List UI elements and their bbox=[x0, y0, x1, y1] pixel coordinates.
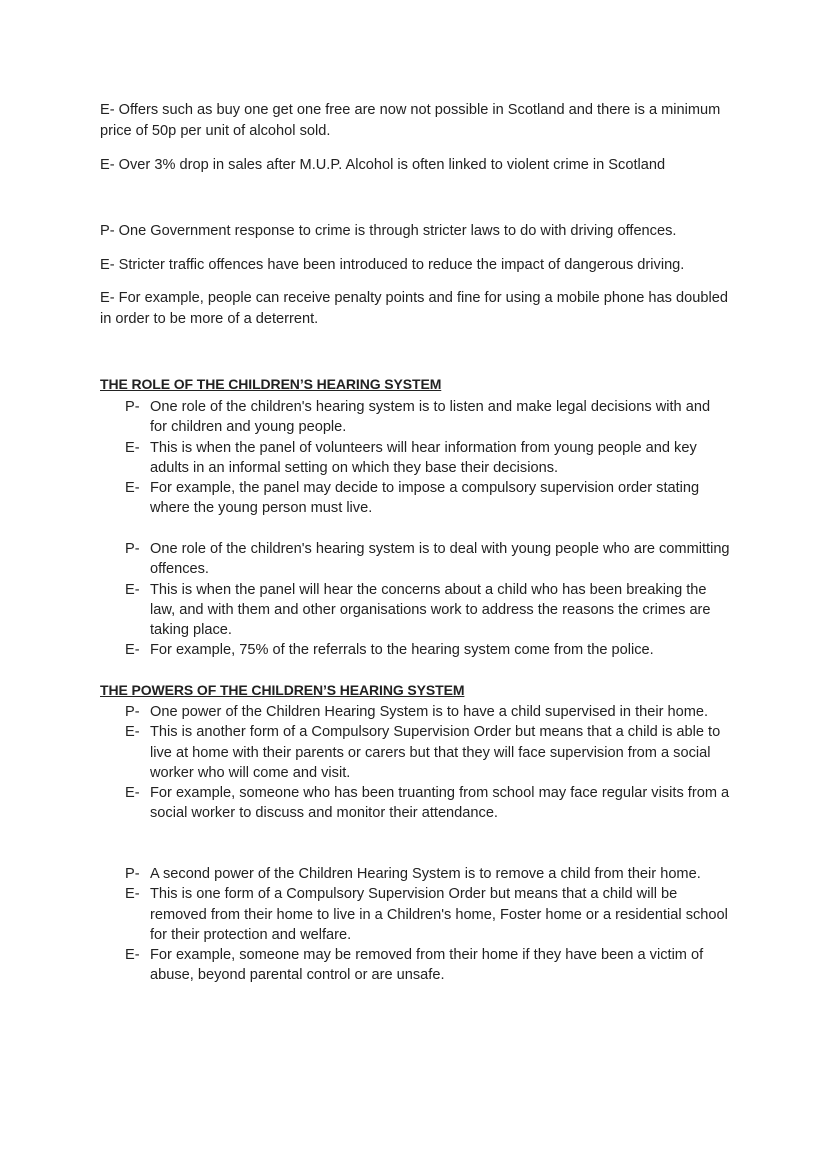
list-marker: P- bbox=[125, 866, 140, 882]
intro-paragraph-2: E- Over 3% drop in sales after M.U.P. Alcohol is often linked to violent crime in Scotland bbox=[100, 157, 666, 173]
list-item bbox=[125, 945, 730, 986]
list-item-text: For example, the panel may decide to impose a compulsory supervision order stating where the young person must live. bbox=[150, 480, 700, 517]
list-item bbox=[125, 397, 730, 438]
list-marker: E- bbox=[125, 480, 140, 497]
list-marker: E- bbox=[125, 886, 140, 903]
list-marker: P- bbox=[125, 541, 140, 557]
intro-paragraph-5: E- For example, people can receive penalty points and fine for using a mobile phone has doubled in order to be more of a deterrent. bbox=[100, 290, 728, 327]
list-item bbox=[125, 580, 730, 641]
list-marker: E- bbox=[125, 785, 140, 802]
list-item bbox=[125, 722, 730, 783]
list-marker: E- bbox=[125, 439, 140, 456]
list-item bbox=[125, 539, 730, 580]
list-marker: P- bbox=[125, 704, 140, 720]
list-item-text: For example, 75% of the referrals to the hearing system come from the police. bbox=[150, 642, 654, 659]
role-heading: THE ROLE OF THE CHILDREN’S HEARING SYSTEM bbox=[100, 376, 442, 392]
list-item bbox=[125, 884, 730, 945]
list-item bbox=[125, 702, 730, 722]
list-item-text: One power of the Children Hearing System is to have a child supervised in their home. bbox=[150, 704, 709, 720]
list-item bbox=[125, 438, 730, 479]
role-list-2 bbox=[125, 539, 730, 661]
intro-paragraph-4: E- Stricter traffic offences have been introduced to reduce the impact of dangerous driving. bbox=[100, 257, 685, 273]
list-marker: E- bbox=[125, 642, 140, 659]
list-item-text: For example, someone who has been truanting from school may face regular visits from a social worker to discuss and monitor their attendance. bbox=[150, 785, 730, 822]
list-item-text: One role of the children's hearing system is to deal with young people who are committing offences. bbox=[150, 541, 730, 578]
role-list-1 bbox=[125, 397, 730, 519]
list-item-text: One role of the children's hearing system is to listen and make legal decisions with and for children and young people. bbox=[150, 399, 711, 436]
list-item bbox=[125, 864, 730, 884]
list-item-text: This is one form of a Compulsory Supervision Order but means that a child will be removed from their home to live in a Children's home, Foster home or a residential school for their protection and welfare. bbox=[150, 886, 728, 943]
powers-heading: THE POWERS OF THE CHILDREN’S HEARING SYSTEM bbox=[100, 682, 465, 698]
list-item-text: For example, someone may be removed from their home if they have been a victim of abuse, beyond parental control or are unsafe. bbox=[150, 947, 704, 984]
list-item-text: A second power of the Children Hearing System is to remove a child from their home. bbox=[150, 866, 701, 882]
list-item bbox=[125, 478, 730, 519]
list-marker: E- bbox=[125, 724, 140, 741]
list-item bbox=[125, 640, 730, 660]
intro-paragraph-1: E- Offers such as buy one get one free are now not possible in Scotland and there is a minimum price of 50p per unit of alcohol sold. bbox=[100, 102, 721, 139]
list-item-text: This is when the panel will hear the concerns about a child who has been breaking the law, and with them and other organisations work to address the reasons the crimes are taking place. bbox=[150, 581, 711, 639]
list-marker: P- bbox=[125, 399, 140, 415]
list-marker: E- bbox=[125, 581, 140, 598]
powers-list-1 bbox=[125, 702, 730, 824]
list-item-text: This is when the panel of volunteers will hear information from young people and key adults in an informal setting on which they base their decisions. bbox=[150, 439, 697, 476]
list-marker: E- bbox=[125, 947, 140, 964]
intro-paragraph-3: P- One Government response to crime is through stricter laws to do with driving offences. bbox=[100, 223, 677, 239]
powers-list-2 bbox=[125, 864, 730, 986]
list-item-text: This is another form of a Compulsory Supervision Order but means that a child is able to live at home with their parents or carers but that they will face supervision from a social worker who will come and visit. bbox=[150, 724, 721, 781]
list-item bbox=[125, 783, 730, 824]
